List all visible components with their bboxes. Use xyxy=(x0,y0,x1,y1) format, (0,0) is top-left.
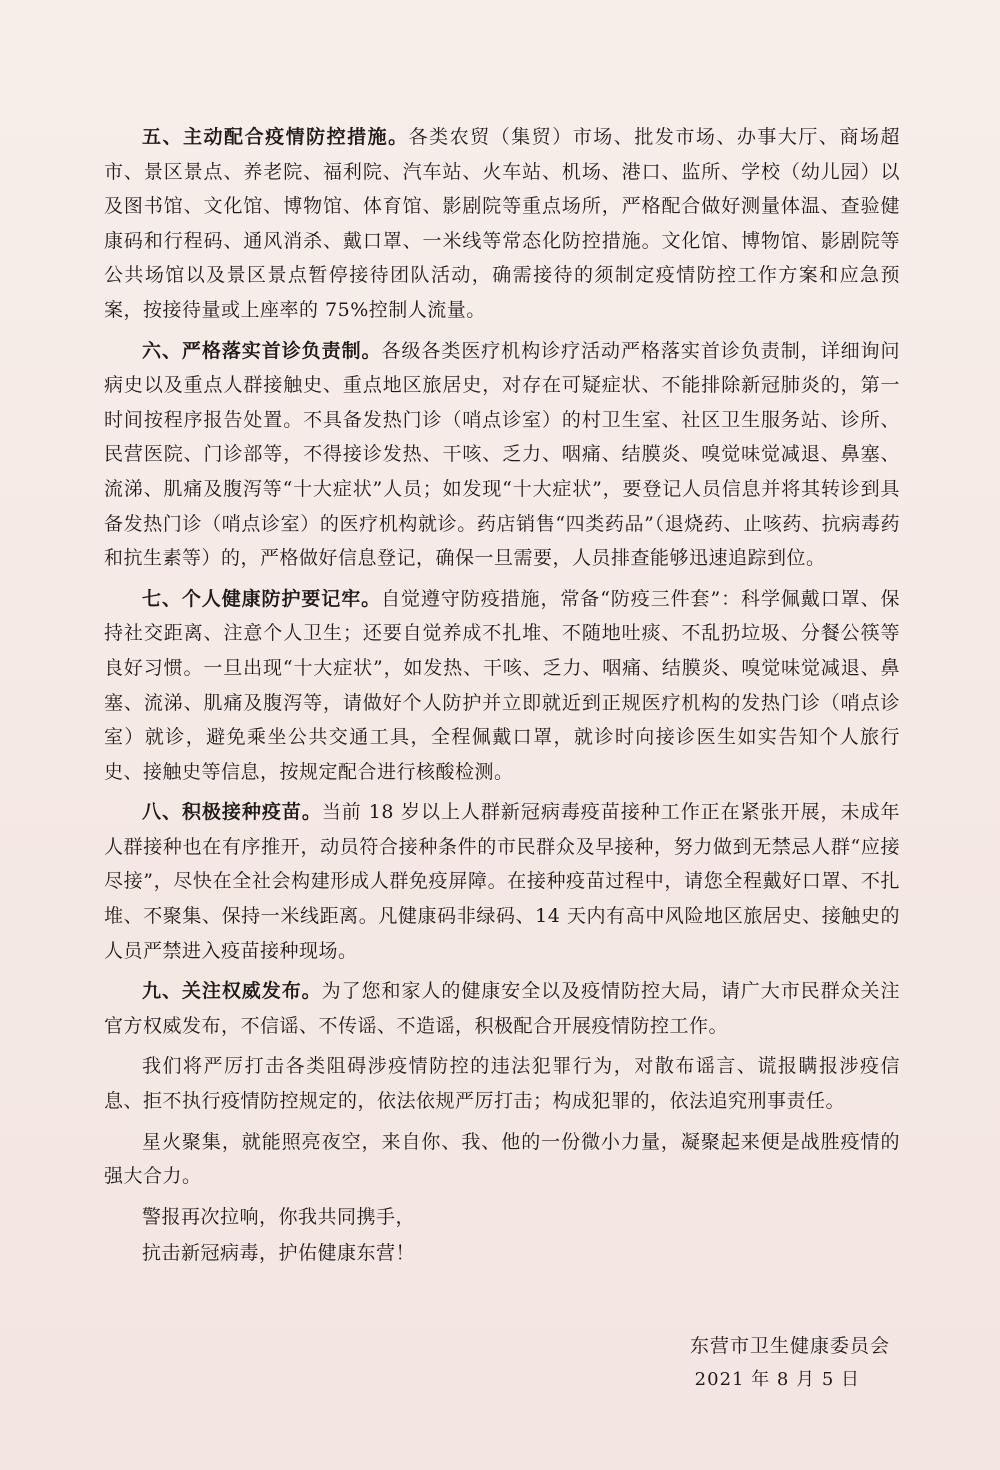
section-7-text: 自觉遵守防疫措施，常备“防疫三件套”：科学佩戴口罩、保持社交距离、注意个人卫生；还要自觉养成不扎堆、不随地吐痰、不乱扔垃圾、分餐公筷等良好习惯。一旦出现“十大症状”，如发热、干咳、乏力、咽痛、结膜炎、嗅觉味觉减退、鼻塞、流涕、肌痛及腹泻等，请做好个人防护并立即就近到正规医疗机构的发热门诊（哨点诊室）就诊，避免乘坐公共交通工具，全程佩戴口罩，就诊时向接诊医生如实告知个人旅行史、接触史等信息，按规定配合进行核酸检测。 xyxy=(104,587,900,783)
closing-slogan-line-1: 警报再次拉响，你我共同携手， xyxy=(142,1205,416,1228)
section-9 xyxy=(104,974,900,1043)
issuing-organization: 东营市卫生健康委员会 xyxy=(689,1335,890,1357)
section-6-text: 各级各类医疗机构诊疗活动严格落实首诊负责制，详细询问病史以及重点人群接触史、重点地区旅居史，对存在可疑症状、不能排除新冠肺炎的，第一时间按程序报告处置。不具备发热门诊（哨点诊室）的村卫生室、社区卫生服务站、诊所、民营医院、门诊部等，不得接诊发热、干咳、乏力、咽痛、结膜炎、嗅觉味觉减退、鼻塞、流涕、肌痛及腹泻等“十大症状”人员；如发现“十大症状”，要登记人员信息并将其转诊到具备发热门诊（哨点诊室）的医疗机构就诊。药店销售“四类药品”（退烧药、止咳药、抗病毒药和抗生素等）的，严格做好信息登记，确保一旦需要，人员排查能够迅速追踪到位。 xyxy=(104,339,900,570)
closing-paragraph-2: 星火聚集，就能照亮夜空，来自你、我、他的一份微小力量，凝聚起来便是战胜疫情的强大合力。 xyxy=(104,1130,900,1188)
section-5-text: 各类农贸（集贸）市场、批发市场、办事大厅、商场超市、景区景点、养老院、福利院、汽车站、火车站、机场、港口、监所、学校（幼儿园）以及图书馆、文化馆、博物馆、体育馆、影剧院等重点场所，严格配合做好测量体温、查验健康码和行程码、通风消杀、戴口罩、一米线等常态化防控措施。文化馆、博物馆、影剧院等公共场馆以及景区景点暂停接待团队活动，确需接待的须制定疫情防控工作方案和应急预案，按接待量或上座率的 75%控制人流量。 xyxy=(104,126,900,321)
closing-paragraph-1: 我们将严厉打击各类阻碍涉疫情防控的违法犯罪行为，对散布谣言、谎报瞒报涉疫信息、拒不执行疫情防控规定的，依法依规严厉打击；构成犯罪的，依法追究刑事责任。 xyxy=(104,1055,900,1113)
section-7-heading: 七、个人健康防护要记牢。 xyxy=(142,587,382,610)
section-8 xyxy=(104,795,900,968)
section-9-heading: 九、关注权威发布。 xyxy=(142,980,322,1003)
section-8-heading: 八、积极接种疫苗。 xyxy=(142,801,322,824)
closing-slogan-line-2: 抗击新冠病毒，护佑健康东营！ xyxy=(142,1242,416,1265)
section-6-heading: 六、严格落实首诊负责制。 xyxy=(142,339,382,362)
issue-date: 2021 年 8 月 5 日 xyxy=(694,1369,860,1390)
section-8-text: 当前 18 岁以上人群新冠病毒疫苗接种工作正在紧张开展，未成年人群接种也在有序推开，动员符合接种条件的市民群众及早接种，努力做到无禁忌人群“应接尽接”，尽快在全社会构建形成人群免疫屏障。在接种疫苗过程中，请您全程戴好口罩、不扎堆、不聚集、保持一米线距离。凡健康码非绿码、14 天内有高中风险地区旅居史、接触史的人员严禁进入疫苗接种现场。 xyxy=(104,801,900,962)
section-5-heading: 五、主动配合疫情防控措施。 xyxy=(142,126,409,148)
section-7 xyxy=(104,582,900,790)
signature-block xyxy=(690,1329,890,1397)
section-5 xyxy=(104,120,900,328)
section-6 xyxy=(104,334,900,576)
document-body xyxy=(104,120,900,1273)
section-9-text: 为了您和家人的健康安全以及疫情防控大局，请广大市民群众关注官方权威发布，不信谣、不传谣、不造谣，积极配合开展疫情防控工作。 xyxy=(104,980,900,1037)
